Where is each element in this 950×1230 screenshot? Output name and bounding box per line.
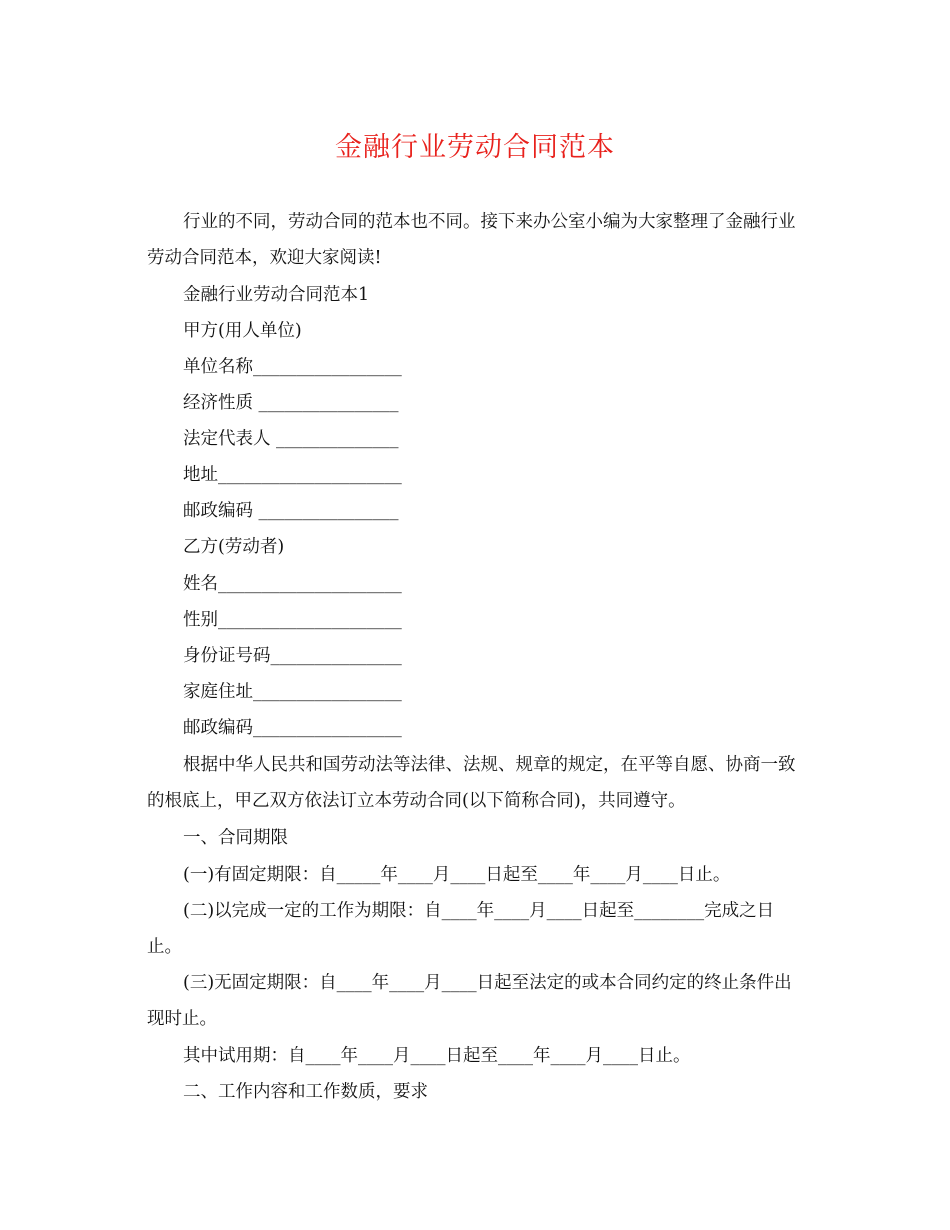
section1-item-fixed-term: (一)有固定期限：自_____年____月____日起至____年____月____日止。 — [183, 865, 731, 885]
party-b-postcode-field: 邮政编码_________________ — [183, 718, 402, 738]
party-b-heading: 乙方(劳动者) — [183, 537, 285, 557]
section2-heading: 二、工作内容和工作数质，要求 — [183, 1082, 428, 1102]
contract-subheading: 金融行业劳动合同范本1 — [183, 285, 370, 305]
party-a-legal-representative-field: 法定代表人 ______________ — [183, 429, 399, 449]
section1-item-open-term: (三)无固定期限：自____年____月____日起至法定的或本合同约定的终止条件出现时止。 — [147, 973, 792, 1029]
intro-paragraph: 行业的不同，劳动合同的范本也不同。接下来办公室小编为大家整理了金融行业劳动合同范本，欢迎大家阅读! — [147, 212, 796, 268]
party-b-id-number-field: 身份证号码_______________ — [183, 646, 402, 666]
document-title: 金融行业劳动合同范本 — [335, 132, 615, 163]
section1-item-task-term: (二)以完成一定的工作为期限：自____年____月____日起至________完成之日止。 — [147, 901, 775, 957]
party-a-postcode-field: 邮政编码 ________________ — [183, 501, 399, 521]
party-b-home-address-field: 家庭住址_________________ — [183, 682, 402, 702]
party-a-unit-name-field: 单位名称_________________ — [183, 357, 402, 377]
section1-probation: 其中试用期：自____年____月____日起至____年____月____日止。 — [183, 1046, 691, 1066]
section1-heading: 一、合同期限 — [183, 828, 288, 848]
party-a-heading: 甲方(用人单位) — [183, 321, 302, 341]
party-a-address-field: 地址_____________________ — [183, 465, 402, 485]
party-a-economic-nature-field: 经济性质 ________________ — [183, 393, 399, 413]
party-b-gender-field: 性别_____________________ — [183, 610, 402, 630]
basis-paragraph: 根据中华人民共和国劳动法等法律、法规、规章的规定，在平等自愿、协商一致的根底上，甲乙双方依法订立本劳动合同(以下简称合同)，共同遵守。 — [147, 755, 796, 811]
party-b-name-field: 姓名_____________________ — [183, 574, 402, 594]
